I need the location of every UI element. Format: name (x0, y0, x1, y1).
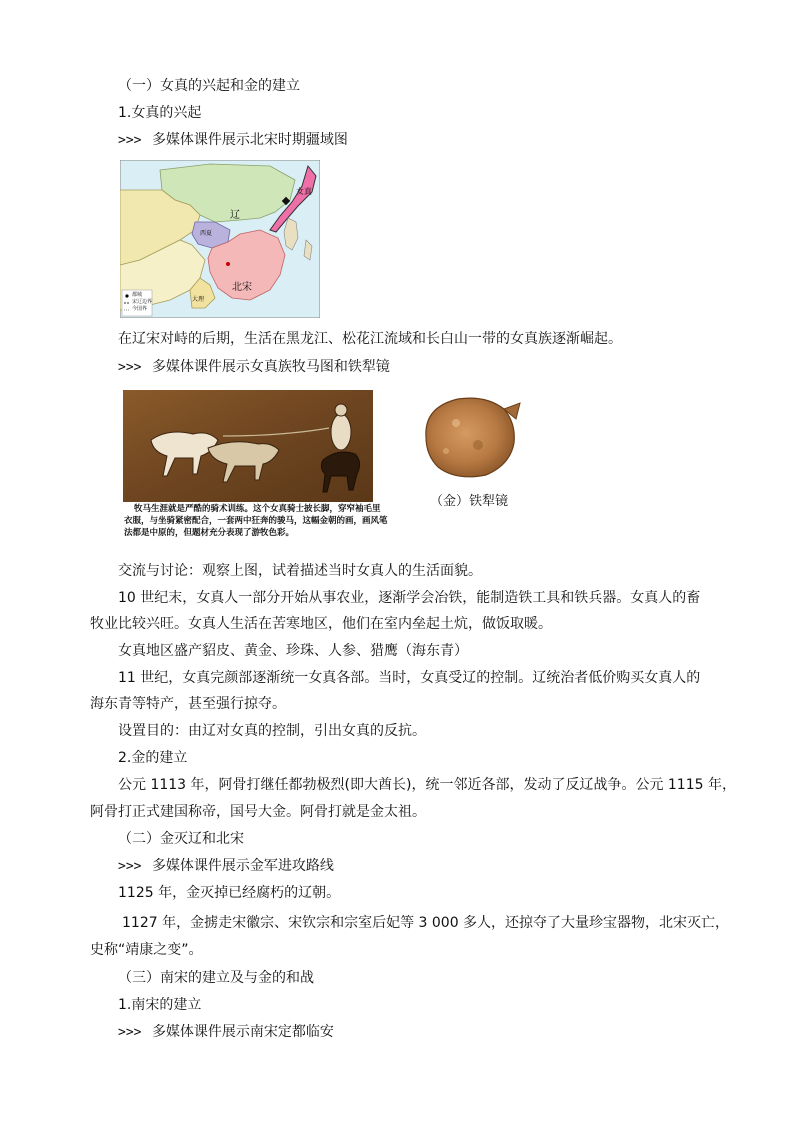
paragraph-1: 在辽宋对峙的后期，生活在黑龙江、松花江流域和长白山一带的女真族逐渐崛起。 (118, 331, 622, 347)
map-label-liao: 辽 (230, 210, 240, 221)
mirror-graphic (416, 393, 526, 481)
map-label-song: 北宋 (232, 282, 252, 293)
herding-horse-painting (123, 390, 373, 502)
map-legend-2: 宋辽边界 (132, 299, 153, 305)
multimedia-text: 多媒体课件展示南宋定都临安 (151, 1024, 334, 1040)
mirror-caption: （金）铁犁镜 (430, 494, 509, 509)
northern-song-map (120, 160, 320, 318)
section-heading-1: （一）女真的兴起和金的建立 (118, 78, 300, 94)
painting-caption-line-2: 衣服，与坐骑紧密配合，一套两中狂奔的骏马，这幅金朝的画，画风笔 (124, 516, 388, 526)
paragraph-2-line-1: 10 世纪末，女真人一部分开始从事农业，逐渐学会冶铁，能制造铁工具和铁兵器。女真人的畜 (118, 590, 701, 606)
painting-caption-line-1: 牧马生涯就是严酷的骑术训练。这个女真骑士披长脚，穿窄袖毛里 (134, 504, 381, 514)
paragraph-3: 女真地区盛产貂皮、黄金、珍珠、人参、猎鹰（海东青） (118, 643, 468, 659)
paragraph-5-line-2: 阿骨打正式建国称帝，国号大金。阿骨打就是金太祖。 (90, 804, 426, 820)
section-heading-3: （三）南宋的建立及与金的和战 (118, 970, 314, 986)
paragraph-7-line-2: 史称“靖康之变”。 (90, 942, 203, 958)
subheading-1-1: 1.女真的兴起 (118, 105, 202, 121)
paragraph-2-line-2: 牧业比较兴旺。女真人生活在苦寒地区，他们在室内垒起土炕，做饭取暖。 (90, 616, 552, 632)
section-heading-2: （二）金灭辽和北宋 (118, 831, 244, 847)
subheading-3-1: 1.南宋的建立 (118, 997, 202, 1013)
painting-graphic (123, 390, 373, 502)
iron-plough-mirror-image (416, 393, 526, 481)
arrow-prefix: >>> (118, 133, 142, 148)
painting-caption-line-3: 法都是中原的，但题材充分表现了游牧色彩。 (124, 528, 295, 538)
arrow-prefix: >>> (118, 360, 142, 375)
paragraph-6: 1125 年，金灭掉已经腐朽的辽朝。 (118, 885, 341, 901)
map-legend-1: 都城 (132, 292, 143, 298)
multimedia-text: 多媒体课件展示北宋时期疆域图 (151, 132, 348, 148)
design-goal: 设置目的：由辽对女真的控制，引出女真的反抗。 (118, 723, 426, 739)
subheading-1-2: 2.金的建立 (118, 750, 188, 766)
arrow-prefix: >>> (118, 859, 142, 874)
discussion-line: 交流与讨论：观察上图，试着描述当时女真人的生活面貌。 (118, 563, 482, 579)
multimedia-line-1 (0, 130, 794, 151)
multimedia-line-4 (0, 1022, 794, 1043)
multimedia-text: 多媒体课件展示金军进攻路线 (151, 858, 334, 874)
map-label-xixia: 西夏 (200, 230, 213, 237)
multimedia-line-2 (0, 357, 794, 378)
map-label-dali: 大理 (192, 296, 205, 303)
map-graphic (120, 160, 320, 318)
paragraph-5-line-1: 公元 1113 年，阿骨打继任都勃极烈(即大酋长)，统一邻近各部，发动了反辽战争。公元 1115 年， (118, 777, 736, 793)
multimedia-line-3 (0, 856, 794, 877)
multimedia-text: 多媒体课件展示女真族牧马图和铁犁镜 (151, 359, 390, 375)
paragraph-4-line-1: 11 世纪，女真完颜部逐渐统一女真各部。当时，女真受辽的控制。辽统治者低价购买女真人的 (118, 670, 701, 686)
arrow-prefix: >>> (118, 1025, 142, 1040)
map-label-nvzhen: 女真 (296, 187, 312, 196)
paragraph-7-line-1: 1127 年，金掳走宋徽宗、宋钦宗和宗室后妃等 3 000 多人，还掠夺了大量珍宝器物，北宋灭亡， (122, 915, 730, 931)
map-legend-3: 今国界 (132, 306, 148, 312)
paragraph-4-line-2: 海东青等特产，甚至强行掠夺。 (90, 696, 286, 712)
